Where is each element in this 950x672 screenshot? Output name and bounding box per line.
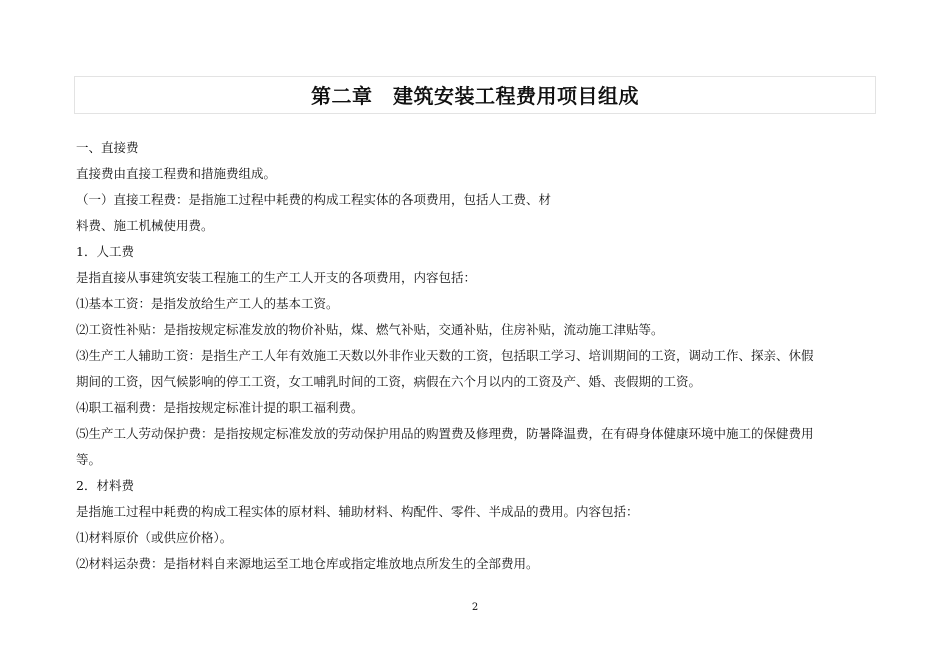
list-item: ⑵材料运杂费：是指材料自来源地运至工地仓库或指定堆放地点所发生的全部费用。: [76, 556, 539, 571]
subsection-heading-material-cost: 2．材料费: [76, 478, 134, 493]
chapter-title-box: [74, 76, 876, 114]
list-item: ⑶生产工人辅助工资：是指生产工人年有效施工天数以外非作业天数的工资，包括职工学习、培训期间的工资，调动工作、探亲、休假: [76, 348, 814, 363]
body-text: [76, 135, 878, 577]
page-number: 2: [471, 602, 479, 613]
paragraph-line: 直接费由直接工程费和措施费组成。: [76, 166, 277, 181]
paragraph-line: 料费、施工机械使用费。: [76, 218, 214, 233]
paragraph-line: 是指施工过程中耗费的构成工程实体的原材料、辅助材料、构配件、零件、半成品的费用。内容包括：: [76, 504, 639, 519]
chapter-title: 第二章 建筑安装工程费用项目组成: [311, 84, 639, 108]
list-item: ⑴材料原价（或供应价格）。: [76, 530, 233, 545]
list-item: ⑷职工福利费：是指按规定标准计提的职工福利费。: [76, 400, 364, 415]
list-item: ⑸生产工人劳动保护费：是指按规定标准发放的劳动保护用品的购置费及修理费，防暑降温费，在有碍身体健康环境中施工的保健费用: [76, 426, 814, 441]
paragraph-line: 是指直接从事建筑安装工程施工的生产工人开支的各项费用，内容包括：: [76, 270, 477, 285]
list-item: ⑵工资性补贴：是指按规定标准发放的物价补贴，煤、燃气补贴，交通补贴，住房补贴，流动施工津贴等。: [76, 322, 664, 337]
subsection-heading-labor-cost: 1．人工费: [76, 244, 134, 259]
paragraph-line: （一）直接工程费：是指施工过程中耗费的构成工程实体的各项费用，包括人工费、材: [76, 192, 552, 207]
section-heading-direct-cost: 一、直接费: [76, 140, 139, 155]
list-item: ⑴基本工资：是指发放给生产工人的基本工资。: [76, 296, 339, 311]
list-item-continuation: 期间的工资，因气候影响的停工工资，女工哺乳时间的工资，病假在六个月以内的工资及产、婚、丧假期的工资。: [76, 374, 702, 389]
list-item-continuation: 等。: [76, 452, 102, 467]
